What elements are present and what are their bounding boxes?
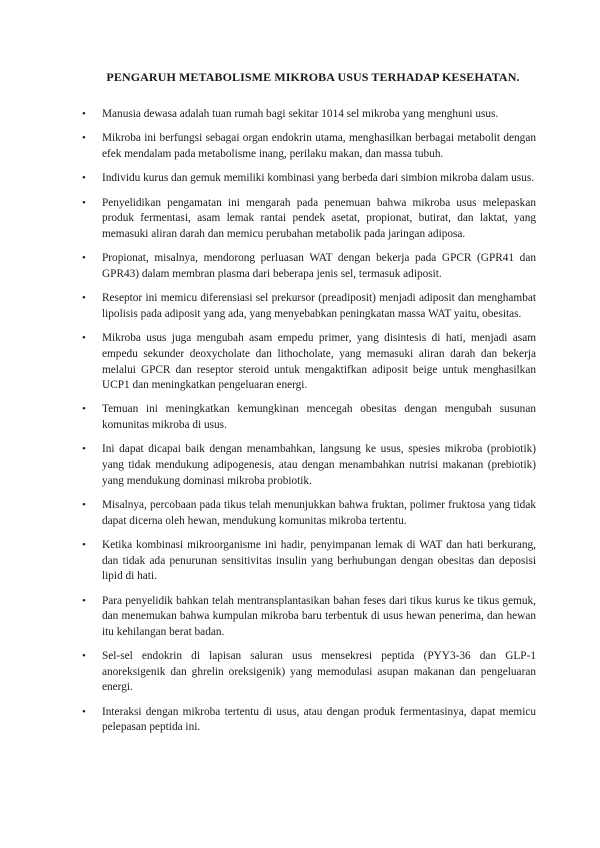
list-item-text: Mikroba usus juga mengubah asam empedu primer, yang disintesis di hati, menjadi asam empedu sekunder deoxycholate dan lithocholate, yang memasuki aliran darah dan bekerja melalui GPCR dan reseptor steroid untuk mengaktifkan adiposit beige untuk menghasilkan UCP1 dan meningkatkan pengeluaran energi.: [102, 332, 536, 392]
list-item: [82, 131, 536, 162]
bullet-icon: •: [82, 292, 86, 305]
list-item: [82, 594, 536, 641]
bullet-icon: •: [82, 594, 86, 607]
list-item-text: Manusia dewasa adalah tuan rumah bagi sekitar 1014 sel mikroba yang menghuni usus.: [102, 108, 499, 120]
list-item: [82, 402, 536, 433]
bullet-icon: •: [82, 108, 86, 120]
bullet-icon: •: [82, 403, 86, 416]
list-item-text: Penyelidikan pengamatan ini mengarah pada penemuan bahwa mikroba usus melepaskan produk fermentasi, asam lemak rantai pendek asetat, propionat, butirat, dan laktat, yang memasuki aliran darah dan memicu perubahan metabolik pada jaringan adiposa.: [102, 196, 536, 240]
list-item-text: Individu kurus dan gemuk memiliki kombinasi yang berbeda dari simbion mikroba dalam usus.: [102, 172, 535, 185]
bullet-icon: •: [82, 172, 86, 185]
bullet-icon: •: [82, 332, 86, 345]
list-item-text: Propionat, misalnya, mendorong perluasan WAT dengan bekerja pada GPCR (GPR41 dan GPR43) dalam membran plasma dari beberapa jenis sel, termasuk adiposit.: [102, 252, 536, 280]
list-item-text: Ketika kombinasi mikroorganisme ini hadir, penyimpanan lemak di WAT dan hati berkurang, dan tidak ada penurunan sensitivitas insulin yang berhubungan dengan obesitas dan deposisi lipid di hati.: [102, 539, 536, 583]
list-item: [82, 498, 536, 529]
bullet-icon: •: [82, 132, 86, 145]
list-item-text: Mikroba ini berfungsi sebagai organ endokrin utama, menghasilkan berbagai metabolit dengan efek mendalam pada metabolisme inang, perilaku makan, dan massa tubuh.: [102, 132, 536, 160]
bullet-icon: •: [82, 252, 86, 265]
bullet-icon: •: [82, 499, 86, 512]
list-item-text: Ini dapat dicapai baik dengan menambahkan, langsung ke usus, spesies mikroba (probiotik) yang tidak mendukung adipogenesis, atau dengan menambahkan nutrisi makanan (prebiotik) yang mendukung dominasi mikroba probiotik.: [102, 443, 536, 487]
list-item-text: Reseptor ini memicu diferensiasi sel prekursor (preadiposit) menjadi adiposit dan menghambat lipolisis pada adiposit yang ada, yang menyebabkan peningkatan massa WAT yaitu, obesitas.: [102, 292, 536, 320]
bullet-icon: •: [82, 443, 86, 456]
list-item: [82, 331, 536, 393]
bullet-icon: •: [82, 650, 86, 663]
list-item: [82, 649, 536, 696]
list-item: [82, 291, 536, 322]
list-item-text: Sel-sel endokrin di lapisan saluran usus mensekresi peptida (PYY3-36 dan GLP-1 anoreksigenik dan ghrelin oreksigenik) yang memodulasi asupan makanan dan pengeluaran energi.: [102, 650, 536, 694]
list-item: [82, 107, 536, 123]
document-title: PENGARUH METABOLISME MIKROBA USUS TERHADAP KESEHATAN.: [106, 70, 520, 84]
list-item-text: Temuan ini meningkatkan kemungkinan mencegah obesitas dengan mengubah susunan komunitas mikroba di usus.: [102, 403, 536, 432]
bullet-icon: •: [82, 539, 86, 552]
list-item: [82, 538, 536, 585]
bullet-icon: •: [82, 196, 86, 209]
list-item: [82, 442, 536, 489]
list-item-text: Misalnya, percobaan pada tikus telah menunjukkan bahwa fruktan, polimer fruktosa yang tidak dapat dicerna oleh hewan, mendukung komunitas mikroba tertentu.: [102, 499, 536, 527]
bullet-list: [82, 107, 536, 736]
list-item: [82, 705, 536, 736]
list-item: [82, 251, 536, 282]
list-item: [82, 171, 536, 187]
list-item-text: Para penyelidik bahkan telah mentransplantasikan bahan feses dari tikus kurus ke tikus gemuk, dan menemukan bahwa kumpulan mikroba baru terbentuk di usus hewan penerima, dan hewan itu kehilangan berat badan.: [102, 594, 536, 638]
list-item-text: Interaksi dengan mikroba tertentu di usus, atau dengan produk fermentasinya, dapat memicu pelepasan peptida ini.: [102, 705, 536, 734]
list-item: [82, 196, 536, 243]
bullet-icon: •: [82, 705, 86, 718]
